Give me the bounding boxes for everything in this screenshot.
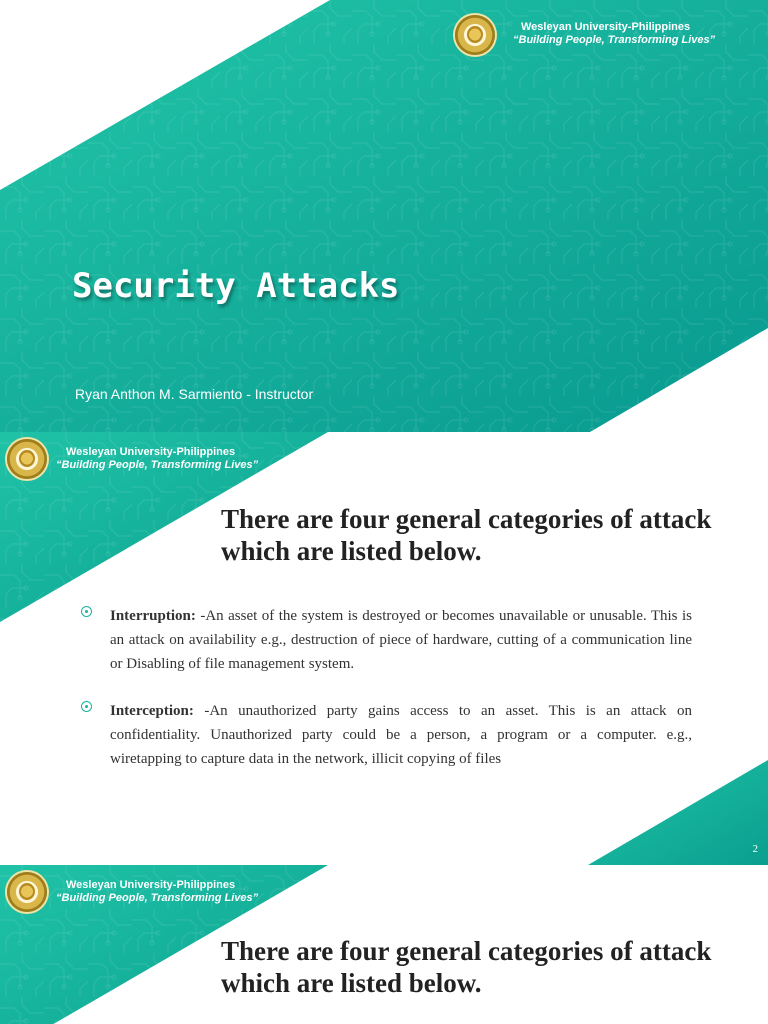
- attack-category-list: [80, 604, 692, 794]
- instructor-name: Ryan Anthon M. Sarmiento - Instructor: [75, 386, 314, 402]
- bullet-text: [110, 699, 692, 771]
- bullet-description: -An unauthorized party gains access to an asset. This is an attack on confidentiality. Unauthorized party could be a person, a program or a computer. e.g., wiretapping to capture data in the network, illicit copying of files: [110, 703, 692, 767]
- university-logo: [455, 15, 495, 55]
- university-name: Wesleyan University-Philippines: [521, 21, 691, 33]
- page-number: 2: [752, 843, 758, 855]
- content-slide-partial: [0, 865, 768, 1024]
- bullet-text: [110, 604, 692, 676]
- bullet-term: Interruption:: [110, 608, 196, 624]
- university-name: Wesleyan University-Philippines: [66, 446, 236, 458]
- bullet-term: Interception:: [110, 703, 194, 719]
- bullet-icon: [81, 606, 92, 617]
- slide-background: [0, 0, 768, 432]
- university-logo: [7, 439, 47, 479]
- bullet-icon: [81, 701, 92, 712]
- university-tagline: “Building People, Transforming Lives”: [513, 34, 716, 46]
- slide-heading: There are four general categories of attack which are listed below.: [221, 936, 712, 998]
- list-item-interception: [80, 699, 692, 771]
- slide-heading: There are four general categories of attack which are listed below.: [221, 504, 712, 566]
- university-tagline: “Building People, Transforming Lives”: [56, 459, 259, 471]
- bullet-description: -An asset of the system is destroyed or becomes unavailable or unusable. This is an attack on availability e.g., destruction of piece of hardware, cutting of a communication line or Disabling of file management system.: [110, 608, 692, 672]
- list-item-interruption: [80, 604, 692, 676]
- slide-title: Security Attacks: [72, 266, 400, 306]
- content-slide: [0, 432, 768, 865]
- university-logo: [7, 872, 47, 912]
- university-tagline: “Building People, Transforming Lives”: [56, 892, 259, 904]
- university-name: Wesleyan University-Philippines: [66, 879, 236, 891]
- title-slide: [0, 0, 768, 432]
